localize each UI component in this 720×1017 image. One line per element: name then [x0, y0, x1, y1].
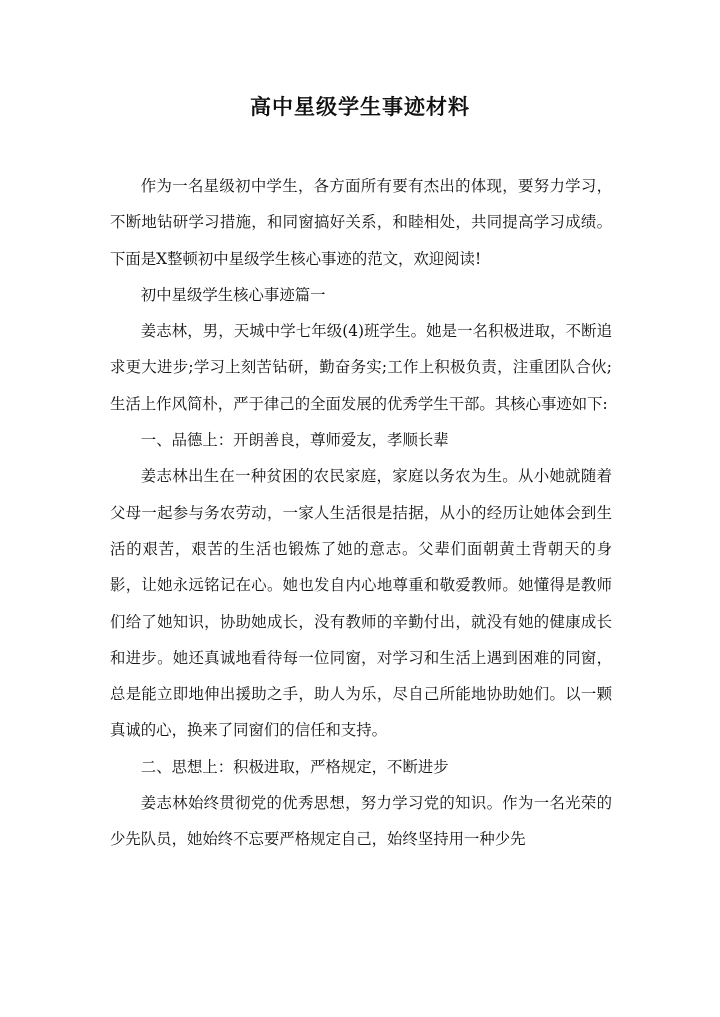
paragraph-heading-morality: 一、品德上：开朗善良，尊师爱友，孝顺长辈 [140, 431, 449, 450]
paragraph-thought: 姜志林始终贯彻党的优秀思想，努力学习党的知识。作为一名光荣的少先队员，她始终不忘要严格规定自己，始终坚持用一种少先 [110, 794, 612, 849]
paragraph-intro: 作为一名星级初中学生，各方面所有要有杰出的体现，要努力学习，不断地钻研学习措施，和同窗搞好关系，和睦相处，共同提高学习成绩。下面是X整顿初中星级学生核心事迹的范文，欢迎阅读! [110, 177, 612, 268]
paragraph-morality: 姜志林出生在一种贫困的农民家庭，家庭以务农为生。从小她就随着父母一起参与务农劳动，一家人生活很是拮据，从小的经历让她体会到生活的艰苦，艰苦的生活也锻炼了她的意志。父辈们面朝黄土背朝天的身影，让她永远铭记在心。她也发自内心地尊重和敬爱教师。她懂得是教师们给了她知识，协助她成长，没有教师的辛勤付出，就没有她的健康成长和进步。她还真诚地看待每一位同窗，对学习和生活上遇到困难的同窗，总是能立即地伸出援助之手，助人为乐，尽自己所能地协助她们。以一颗真诚的心，换来了同窗们的信任和支持。 [110, 467, 612, 740]
paragraph-profile: 姜志林，男，天城中学七年级(4)班学生。她是一名积极进取，不断追求更大进步;学习上刻苦钻研，勤奋务实;工作上积极负责，注重团队合伙;生活上作风简朴，严于律己的全面发展的优秀学生干部。其核心事迹如下: [110, 322, 612, 413]
document-body [110, 168, 612, 858]
paragraph-heading-thought: 二、思想上：积极进取，严格规定，不断进步 [140, 757, 449, 776]
document-title: 高中星级学生事迹材料 [250, 94, 470, 119]
paragraph-section-heading: 初中星级学生核心事迹篇一 [140, 285, 326, 304]
